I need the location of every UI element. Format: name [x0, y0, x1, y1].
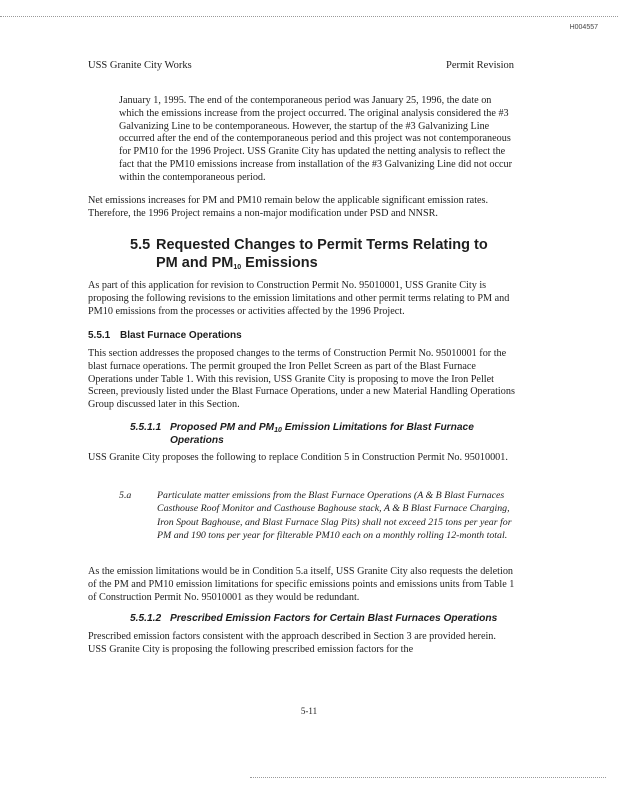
subsubsection-number: 5.5.1.2 — [130, 613, 162, 624]
subsubsection-title-line-2: Operations — [170, 435, 224, 446]
section-5-5-1-heading — [88, 330, 242, 341]
bottom-dotted-rule — [250, 777, 606, 778]
subsubsection-number: 5.5.1.1 — [130, 422, 162, 433]
section-5-5-heading — [130, 236, 520, 272]
page-number: 5-11 — [300, 706, 318, 716]
section-5-5-1-2-heading — [130, 612, 510, 625]
bates-number: H004557 — [569, 24, 598, 31]
section-number: 5.5 — [130, 237, 151, 253]
subsection-number: 5.5.1 — [88, 330, 111, 341]
section-5-5-1-2-paragraph: Prescribed emission factors consistent with the approach described in Section 3 are provided herein. USS Granite City is proposing the following prescribed emission factors for the — [88, 631, 496, 655]
title-part-a: PM and PM — [156, 255, 234, 271]
subsubsection-title: Prescribed Emission Factors for Certain Blast Furnaces Operations — [170, 613, 498, 624]
title-part-a: Proposed PM and PM — [170, 422, 275, 433]
condition-text: Particulate matter emissions from the Blast Furnace Operations (A & B Blast Furnaces Casthouse Roof Monitor and Casthouse Baghouse stack, A & B Blast Furnace Charging, Iron Spout Baghouse, and Blast Furnace Slag Pits) shall not exceed 215 tons per year for PM and 190 tons per year for filterable PM10 each on a monthly rolling 12-month total. — [157, 490, 512, 542]
deletion-request-paragraph: As the emission limitations would be in Condition 5.a itself, USS Granite City also requests the deletion of the PM and PM10 emission limitations for specific emissions points and emissions units from Table 1 of Construction Permit No. 95010001 as they would be redundant. — [88, 566, 515, 603]
top-dotted-rule — [0, 16, 618, 17]
section-5-5-1-paragraph: This section addresses the proposed changes to the terms of Construction Permit No. 95010001 for the blast furnace operations. The permit grouped the Iron Pellet Screen as part of the Blast Furnace Operations under Table 1. With this revision, USS Granite City is proposing to move the Iron Pellet Screen, previously listed under the Blast Furnace Operations, under a new Material Handling Operations Group discussed later in this Section. — [88, 348, 515, 411]
subsection-title: Blast Furnace Operations — [120, 330, 242, 341]
section-5-5-1-1-heading — [130, 421, 510, 447]
title-subscript: 10 — [274, 427, 282, 434]
title-part-b: Emissions — [241, 255, 318, 271]
section-title-line-2 — [130, 254, 520, 272]
section-5-5-1-1-paragraph: USS Granite City proposes the following to replace Condition 5 in Construction Permit No. 95010001. — [88, 452, 508, 463]
title-part-b: Emission Limitations for Blast Furnace — [281, 422, 474, 433]
section-5-5-paragraph: As part of this application for revision to Construction Permit No. 95010001, USS Granite City is proposing the following revisions to the emission limitations and other permit terms relating to PM and PM10 emissions from the processes or activities affected by the 1996 Project. — [88, 280, 510, 317]
section-title-line-1: Requested Changes to Permit Terms Relating to — [156, 237, 488, 253]
net-emissions-paragraph: Net emissions increases for PM and PM10 remain below the applicable significant emission rates. Therefore, the 1996 Project remains a non-major modification under PSD and NNSR. — [88, 195, 489, 219]
header-right: Permit Revision — [446, 60, 514, 71]
intro-paragraph: January 1, 1995. The end of the contemporaneous period was January 25, 1996, the date on which the emissions increase from the project occurred. The original analysis considered the #3 Galvanizing Line to be contemporaneous. However, the startup of the #3 Galvanizing Line occurred after the end of the contemporaneous period and this project was not contemporaneous for PM10 for the 1996 Project. USS Granite City has updated the netting analysis to reflect the fact that the PM10 emissions increase from installation of the #3 Galvanizing Line did not occur within the contemporaneous period. — [119, 95, 512, 183]
condition-number: 5.a — [119, 490, 132, 501]
header-left: USS Granite City Works — [88, 60, 192, 71]
title-subscript: 10 — [233, 264, 242, 271]
